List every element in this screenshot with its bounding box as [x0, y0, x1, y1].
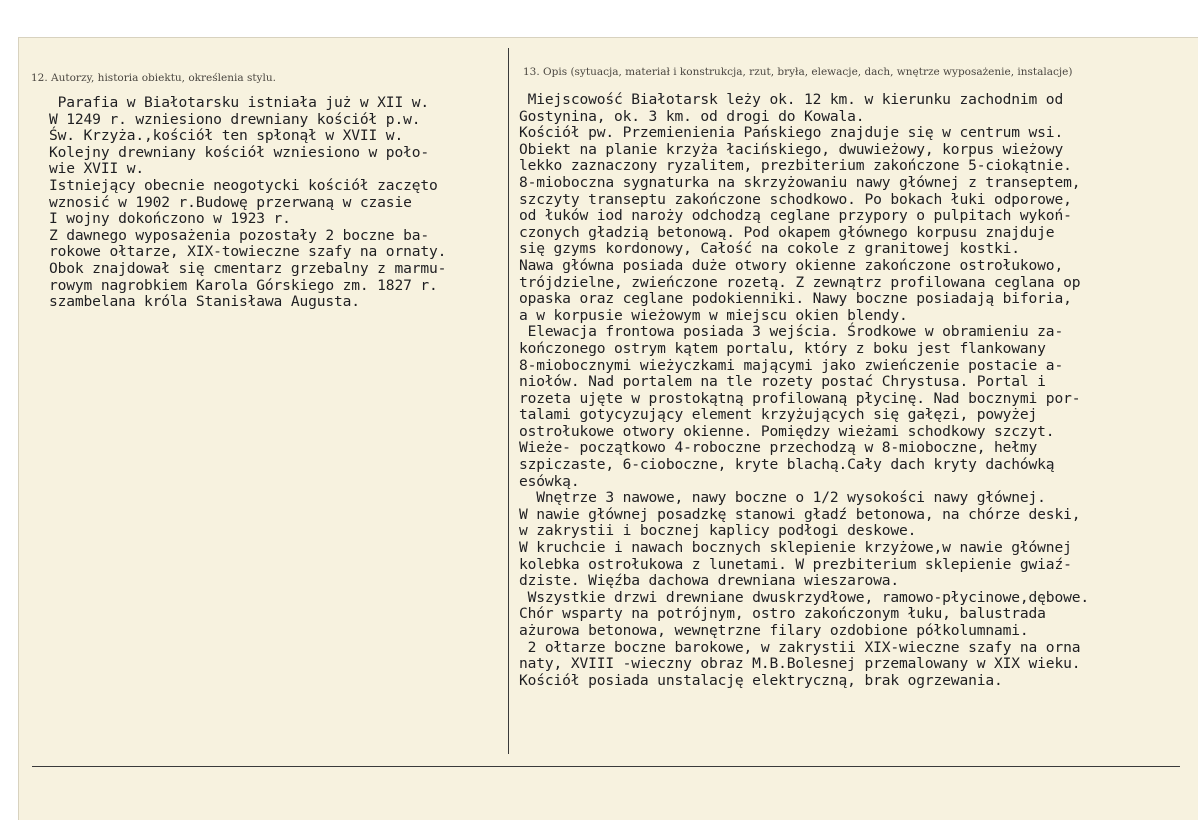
- section-12-text: [49, 95, 446, 311]
- text-line: 2 ołtarze boczne barokowe, w zakrystii XIX-wieczne szafy na orna: [519, 638, 1081, 656]
- text-line: szambelana króla Stanisława Augusta.: [49, 293, 360, 311]
- text-line: szpiczaste, 6-cioboczne, kryte blachą.Cały dach kryty dachówką: [519, 456, 1055, 474]
- text-line: dziste. Więźba dachowa drewniana wieszarowa.: [519, 572, 899, 590]
- column-divider: [508, 48, 509, 754]
- text-line: kończonego ostrym kątem portalu, który z boku jest flankowany: [519, 339, 1046, 357]
- text-line: Obok znajdował się cmentarz grzebalny z marmu-: [49, 259, 447, 277]
- text-line: Kolejny drewniany kościół wzniesiono w poło-: [49, 143, 429, 161]
- text-line: Św. Krzyża.,kościół ten spłonął w XVII w.: [49, 127, 404, 145]
- text-line: ostrołukowe otwory okienne. Pomiędzy wieżami schodkowy szczyt.: [519, 422, 1055, 440]
- section-13-text: [519, 92, 1089, 689]
- text-line: talami gotycyzujący element krzyżujących się gałęzi, powyżej: [519, 406, 1038, 424]
- text-line: naty, XVIII -wieczny obraz M.B.Bolesnej przemalowany w XIX wieku.: [519, 655, 1081, 673]
- text-line: I wojny dokończono w 1923 r.: [49, 210, 291, 228]
- text-line: w zakrystii i bocznej kaplicy podłogi deskowe.: [519, 522, 917, 540]
- text-line: esówką.: [519, 472, 580, 490]
- text-line: rokowe ołtarze, XIX-towieczne szafy na ornaty.: [49, 243, 447, 261]
- text-line: Kościół pw. Przemienienia Pańskiego znajduje się w centrum wsi.: [519, 124, 1064, 142]
- text-line: W 1249 r. wzniesiono drewniany kościół p.w.: [49, 110, 421, 128]
- text-line: Parafia w Białotarsku istniała już w XII w.: [49, 94, 429, 111]
- text-line: rozeta ujęte w prostokątną profilowaną płycinę. Nad bocznymi por-: [519, 389, 1081, 407]
- text-line: szczyty transeptu zakończone schodkowo. Po bokach łuki odporowe,: [519, 190, 1072, 208]
- text-line: Kościół posiada unstalację elektryczną, brak ogrzewania.: [519, 671, 1003, 689]
- bottom-rule: [32, 766, 1180, 767]
- text-line: Chór wsparty na potrójnym, ostro zakończonym łuku, balustrada: [519, 605, 1046, 623]
- text-line: Miejscowość Białotarsk leży ok. 12 km. w kierunku zachodnim od: [519, 91, 1064, 108]
- text-line: W nawie głównej posadzkę stanowi gładź betonowa, na chórze deski,: [519, 505, 1081, 523]
- text-line: Wszystkie drzwi drewniane dwuskrzydłowe, ramowo-płycinowe,dębowe.: [519, 588, 1089, 606]
- text-line: Obiekt na planie krzyża łacińskiego, dwuwieżowy, korpus wieżowy: [519, 140, 1064, 158]
- text-line: 8-mioboczna sygnaturka na skrzyżowaniu nawy głównej z transeptem,: [519, 173, 1081, 191]
- text-line: opaska oraz ceglane podokienniki. Nawy boczne posiadają biforia,: [519, 290, 1072, 308]
- text-line: ażurowa betonowa, wewnętrzne filary ozdobione półkolumnami.: [519, 622, 1029, 639]
- text-line: Elewacja frontowa posiada 3 wejścia. Środkowe w obramieniu za-: [519, 323, 1064, 341]
- text-line: Nawa główna posiada duże otwory okienne zakończone ostrołukowo,: [519, 256, 1064, 274]
- text-line: Wnętrze 3 nawowe, nawy boczne o 1/2 wysokości nawy głównej.: [519, 489, 1046, 507]
- text-line: niołów. Nad portalem na tle rozety postać Chrystusa. Portal i: [519, 373, 1046, 391]
- text-line: lekko zaznaczony ryzalitem, prezbiterium zakończone 5-ciokątnie.: [519, 157, 1072, 175]
- text-line: trójdzielne, zwieńczone rozetą. Z zewnątrz profilowana ceglana op: [519, 273, 1081, 291]
- section-13-header: 13. Opis (sytuacja, materiał i konstrukcja, rzut, bryła, elewacje, dach, wnętrze wyposażenie, instalacje): [523, 66, 1073, 78]
- text-line: kolebka ostrołukowa z lunetami. W prezbiterium sklepienie gwiaź-: [519, 555, 1072, 573]
- text-line: W kruchcie i nawach bocznych sklepienie krzyżowe,w nawie głównej: [519, 539, 1072, 557]
- text-line: wie XVII w.: [49, 160, 144, 178]
- text-line: od łuków iod naroży odchodzą ceglane przypory o pulpitach wykoń-: [519, 207, 1072, 225]
- section-12-header: 12. Autorzy, historia obiektu, określenia stylu.: [31, 72, 276, 84]
- text-line: wznosić w 1902 r.Budowę przerwaną w czasie: [49, 193, 412, 211]
- text-line: a w korpusie wieżowym w miejscu okien blendy.: [519, 306, 908, 324]
- text-line: się gzyms kordonowy, Całość na cokole z granitowej kostki.: [519, 240, 1020, 258]
- index-card: [18, 37, 1198, 820]
- text-line: rowym nagrobkiem Karola Górskiego zm. 1827 r.: [49, 276, 438, 294]
- text-line: Z dawnego wyposażenia pozostały 2 boczne ba-: [49, 226, 429, 244]
- text-line: Istniejący obecnie neogotycki kościół zaczęto: [49, 176, 438, 194]
- text-line: czonych gładzią betonową. Pod okapem głównego korpusu znajduje: [519, 223, 1055, 241]
- text-line: Gostynina, ok. 3 km. od drogi do Kowala.: [519, 107, 865, 125]
- text-line: Wieże- początkowo 4-roboczne przechodzą w 8-mioboczne, hełmy: [519, 439, 1038, 457]
- text-line: 8-miobocznymi wieżyczkami mającymi jako zwieńczenie postacie a-: [519, 356, 1064, 374]
